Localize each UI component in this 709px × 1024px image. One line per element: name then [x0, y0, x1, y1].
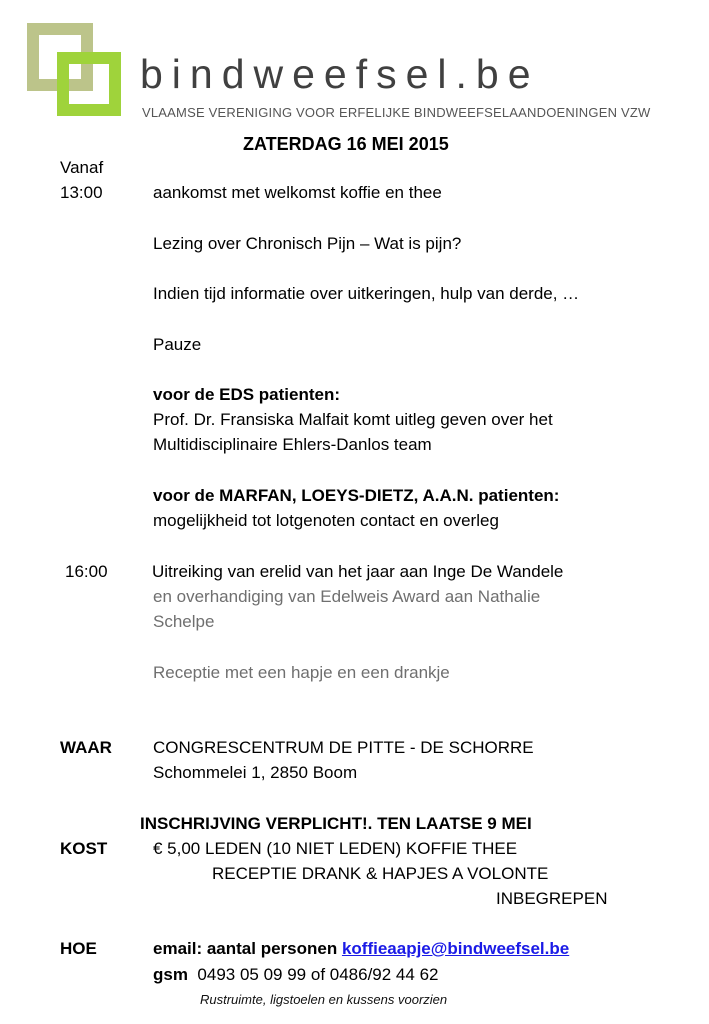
time-1300: 13:00 — [60, 183, 103, 202]
cost-line-3: INBEGREPEN — [496, 889, 608, 908]
footer-note: Rustruimte, ligstoelen en kussens voorzien — [200, 992, 448, 1007]
eds-heading: voor de EDS patienten: — [153, 385, 341, 404]
kost-label: KOST — [60, 839, 108, 858]
eds-line-2: Multidisciplinaire Ehlers-Danlos team — [153, 435, 432, 454]
program-item-edelweis: en overhandiging van Edelweis Award aan Nathalie — [153, 587, 541, 606]
eds-line-1: Prof. Dr. Fransiska Malfait komt uitleg geven over het — [153, 410, 553, 429]
cost-line-1: € 5,00 LEDEN (10 NIET LEDEN) KOFFIE THEE — [153, 839, 518, 858]
gsm-label: gsm — [153, 965, 188, 984]
marfan-heading: voor de MARFAN, LOEYS-DIETZ, A.A.N. patienten: — [153, 486, 560, 505]
gsm-line — [153, 965, 438, 985]
venue-address: Schommelei 1, 2850 Boom — [153, 763, 358, 782]
program-item-award: Uitreiking van erelid van het jaar aan Inge De Wandele — [152, 562, 564, 581]
time-1600: 16:00 — [65, 562, 108, 581]
vanaf-label: Vanaf — [60, 158, 104, 177]
program-item-lecture: Lezing over Chronisch Pijn – Wat is pijn? — [153, 234, 462, 253]
email-line — [153, 939, 569, 959]
brand-tagline: VLAAMSE VERENIGING VOOR ERFELIJKE BINDWEEFSELAANDOENINGEN VZW — [142, 105, 651, 120]
program-item-pause: Pauze — [153, 335, 202, 354]
program-item-info: Indien tijd informatie over uitkeringen, hulp van derde, … — [153, 284, 580, 303]
registration-notice: INSCHRIJVING VERPLICHT!. TEN LAATSE 9 MEI — [140, 814, 532, 833]
brand-name: bindweefsel.be — [140, 51, 540, 97]
marfan-line: mogelijkheid tot lotgenoten contact en overleg — [153, 511, 499, 530]
gsm-numbers: 0493 05 09 99 of 0486/92 44 62 — [197, 965, 439, 984]
logo-square-front — [57, 52, 121, 116]
waar-label: WAAR — [60, 738, 112, 757]
email-link[interactable]: koffieaapje@bindweefsel.be — [341, 939, 570, 958]
event-date-title: ZATERDAG 16 MEI 2015 — [243, 134, 449, 154]
program-item-edelweis-cont: Schelpe — [153, 612, 215, 631]
cost-line-2: RECEPTIE DRANK & HAPJES A VOLONTE — [212, 864, 549, 883]
hoe-label: HOE — [60, 939, 97, 958]
venue-name: CONGRESCENTRUM DE PITTE - DE SCHORRE — [153, 738, 534, 757]
program-item-reception: Receptie met een hapje en een drankje — [153, 663, 450, 682]
program-item-arrival: aankomst met welkomst koffie en thee — [153, 183, 442, 202]
email-label: email: aantal personen — [153, 939, 342, 958]
